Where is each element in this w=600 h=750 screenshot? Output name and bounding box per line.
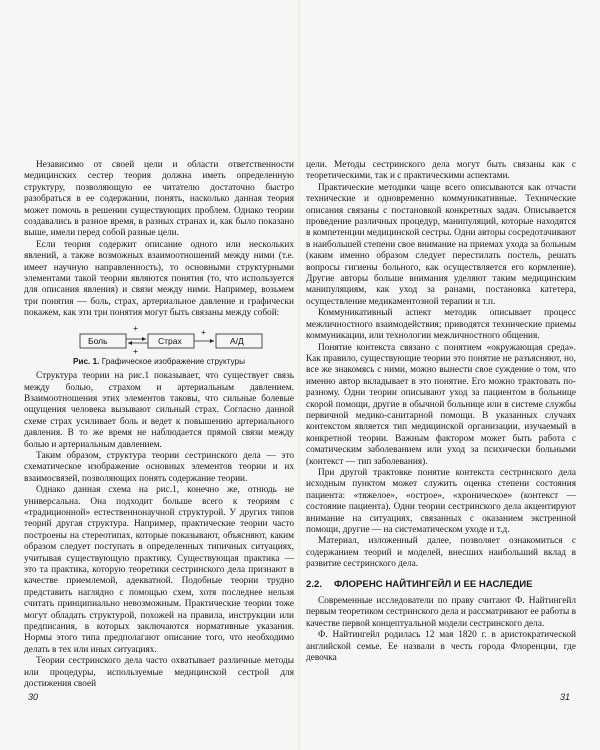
paragraph: Теории сестринского дела часто охватывает различные методы или процедуры, используемые медицинской сестрой для достижения своей — [24, 656, 294, 690]
diagram-arrowhead — [142, 337, 146, 341]
paragraph: Структура теории на рис.1 показывает, что существует связь между болью, страхом и артериальным давлением. Взаимоотношения этих элементов таковы, что сильные болевые ощущения человека вызывают сильный страх. Согласно данной схеме страх усиливает боль и ведет к повышению артериального давления. В то же время не наблюдается прямой связи между болью и артериальным давлением. — [24, 371, 294, 450]
paragraph: Коммуникативный аспект методик описывает процесс межличностного взаимодействия; приводятся технические приемы коммуникации, или технологии межличностного общения. — [306, 308, 576, 342]
diagram-label-pain: Боль — [88, 335, 108, 346]
paragraph: Современные исследователи по праву считают Ф. Найтингейл первым теоретиком сестринского дела и рассматривают ее работы в качестве первой концептуальной модели сестринского дела. — [306, 596, 576, 629]
figure-caption-label: Рис. 1. — [73, 356, 100, 366]
paragraph: Практические методики чаще всего описываются как отчасти технические и одновременно коммуникативные. Технические описания связаны с постановкой конкретных задач. Описывается проведение различных процедур, манипуляций, которые находятся в компетенции медицинской сестры. Одни авторы сосредотачивают в наибольшей степени свое внимание на приемах ухода за больным (каким именно образом следует перестилать постель, решать вопросы гигиены больного, как осуществляется его кормление). Другие авторы больше внимания уделяют таким медицинским манипуляциям, как уход за ранами, постановка катетера, осуществление медикаментозной терапии и т.п. — [306, 182, 576, 307]
paragraph: При другой трактовке понятие контекста сестринского дела исходным пунктом может служить оценка степени состояния пациента: «тяжелое», «острое», «хроническое» (контекст — состояние пациента). Одни теории сестринского дела акцентируют внимание на ситуациях, связанных с оказанием экстренной помощи, другие — на систематическом уходе и т.д. — [306, 467, 576, 535]
section-heading — [306, 579, 576, 590]
section-title: ФЛОРЕНС НАЙТИНГЕЙЛ И ЕЕ НАСЛЕДИЕ — [334, 578, 533, 590]
diagram-sign: + — [133, 345, 138, 354]
left-page — [24, 160, 294, 690]
page-gutter — [298, 0, 302, 750]
diagram-label-bp: А/Д — [230, 335, 244, 346]
structure-diagram — [24, 324, 294, 354]
paragraph: Понятие контекста связано с понятием «окружающая среда». Как правило, существующие теории это понятие не разъясняют, но, все же знакомясь с ними, можно вынести свое суждение о том, что именно автор вкладывает в это понятие. Его можно трактовать по-разному. Одни теории описывают уход за пациентом в больнице скорой помощи, другие в обычной больнице или в системе службы первичной медико-санитарной помощи. В указанных случаях контекстом является тип медицинской организации, изучаемый в конкретной теории. Важным фактором может быть работа с соматическим заболеванием или уход за психически больными (контекст — тип заболевания). — [306, 342, 576, 467]
section-number: 2.2. — [306, 578, 323, 590]
paragraph: Ф. Найтингейл родилась 12 мая 1820 г. в аристократической английской семье. Ее назвали в честь города Флоренции, где девочка — [306, 630, 576, 664]
diagram-sign: + — [133, 323, 138, 333]
right-page — [306, 160, 576, 664]
diagram-label-fear: Страх — [158, 335, 182, 346]
paragraph: Независимо от своей цели и области ответственности медицинских сестер теория должна иметь определенную структуру, позволяющую ее читателю достаточно быстро разобраться в ее содержании, понять, насколько данная теория может помочь в решении существующих проблем. Однако теории создавались в разное время, в разных странах и, как было показано выше, имели перед собой разные цели. — [24, 160, 294, 239]
paragraph: Однако данная схема на рис.1, конечно же, отнюдь не универсальна. Она подходит больше всего к теориям с «традиционной» естественнонаучной структурой. У других типов теорий другая структура. Например, практические теории часто построены на стереотипах, которые показывают, объясняют, каким образом следует поступать в определенных типичных ситуациях, учитывая существующую практику. Существующая практика — это та практика, которую теоретики сестринского дела признают в качестве приемлемой, адекватной. Подобные теории трудно представить наглядно с помощью схем, хотя последнее нельзя считать принципиально невозможным. Практические теории тоже могут обладать структурой, похожей на правила, инструкции или предписания, в которых заключаются нормативные указания. Нормы этого типа предполагают описание того, что необходимо делать в тех или иных ситуациях. — [24, 485, 294, 655]
paragraph: Таким образом, структура теории сестринского дела — это схематическое изображение основных элементов теории и их взаимосвязей, позволяющих понять содержание теории. — [24, 450, 294, 484]
figure-caption-text: Графическое изображение структуры — [101, 356, 245, 366]
diagram-sign: + — [201, 326, 206, 337]
page-number-right: 31 — [560, 692, 571, 702]
paragraph: Материал, изложенный далее, позволяет ознакомиться с содержанием теорий и моделей, внесших наибольший вклад в развитие сестринского дела. — [306, 536, 576, 570]
paragraph: Если теория содержит описание одного или нескольких явлений, а также возможных взаимоотношений между ними (т.е. имеет научную направленность), то основными структурными элементами такой теории являются понятия (то, что используется для описания явления) и связи между ними. Например, возьмем три понятия — боль, страх, артериальное давление и графически покажем, как эти три понятия могут быть связаны между собой: — [24, 239, 294, 319]
diagram-arrowhead — [210, 339, 214, 343]
diagram-svg — [24, 324, 294, 354]
paragraph: цели. Методы сестринского дела могут быть связаны как с теоретическими, так и с практическими аспектами. — [306, 160, 576, 182]
figure-caption — [24, 356, 294, 367]
diagram-arrowhead — [128, 341, 132, 345]
page-number-left: 30 — [28, 692, 39, 702]
